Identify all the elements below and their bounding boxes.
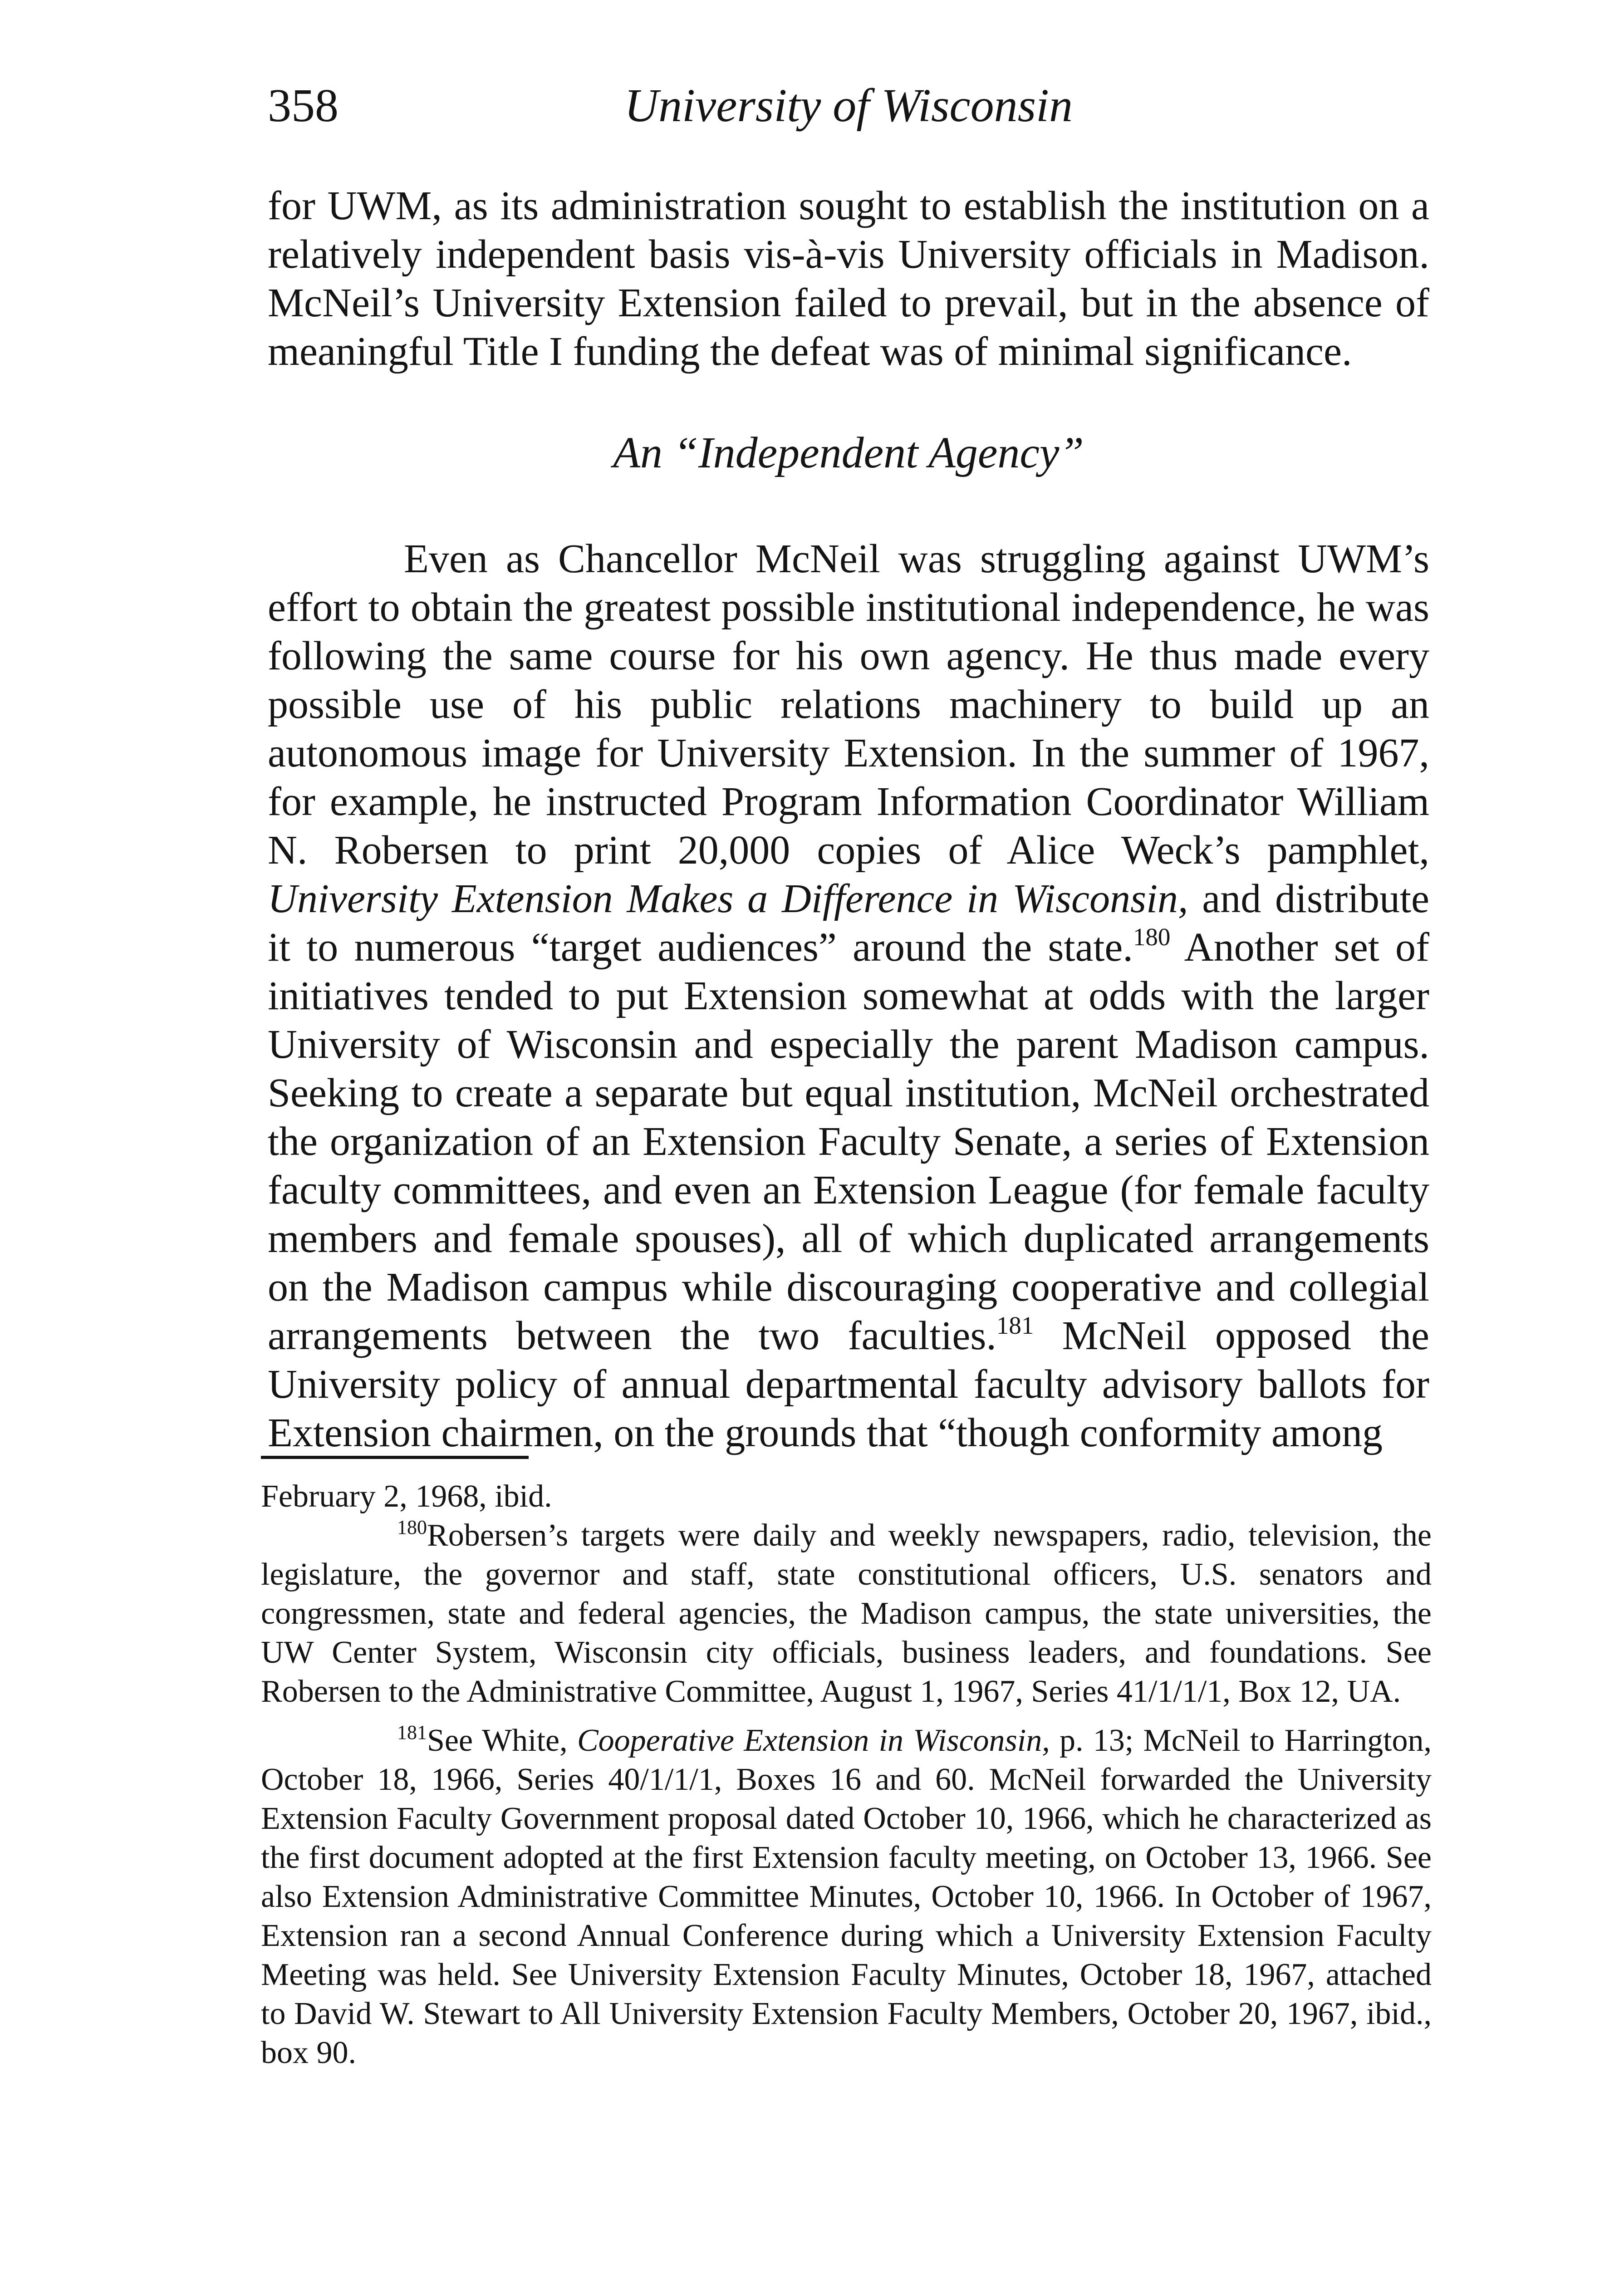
footnote-continued: February 2, 1968, ibid. — [261, 1479, 552, 1514]
footnote-reference: 181 — [996, 1311, 1034, 1339]
cited-title: Cooperative Extension in Wisconsin, — [577, 1723, 1050, 1758]
footnotes — [261, 1477, 1432, 2073]
paragraph-continued: for UWM, as its administration sought to establish the institution on a relatively independent basis vis-à-vis University officials in Madison. McNeil’s University Extension failed to prevail, but in the absence of meaningful Title I funding the defeat was of minimal significance. — [268, 183, 1429, 374]
paragraph-independent-agency — [268, 535, 1429, 1457]
footnote-180 — [261, 1516, 1432, 1711]
main-text — [268, 182, 1429, 1457]
footnote-181 — [261, 1721, 1432, 2073]
footnote-text: See White, — [427, 1723, 568, 1758]
paragraph-text: Another set of initiatives tended to put Extension somewhat at odds with the larger University of Wisconsin and especially the parent Madison campus. Seeking to create a separate but equal institution, McNeil orchestrated the organization of an Extension Faculty Senate, a series of Extension faculty committees, and even an Extension League (for female faculty members and female spouses), all of which duplicated arrangements on the Madison campus while discouraging cooperative and collegial arrangements between the two faculties. — [268, 925, 1429, 1358]
footnote-mark: 180 — [397, 1516, 427, 1538]
section-heading: An “Independent Agency” — [613, 428, 1084, 477]
paragraph-text: McNeil opposed the University policy of annual departmental faculty advisory ballots for Extension chairmen, on the grounds that “though conformity among — [268, 1313, 1429, 1455]
page-number: 358 — [268, 79, 339, 132]
paragraph-text: Even as Chancellor McNeil was struggling against UWM’s effort to obtain the greatest possible institutional independence, he was following the same course for his own agency. He thus made every possible use of his public relations machinery to build up an autonomous image for University Extension. In the summer of 1967, for example, he instructed Program Information Coordinator William N. Robersen to print 20,000 copies of Alice Weck’s pamphlet, — [268, 536, 1429, 873]
pamphlet-title: University Extension Makes a Difference in Wisconsin, — [268, 876, 1188, 921]
page-header — [268, 68, 1429, 136]
footnote-text: p. 13; McNeil to Harrington, October 18, 1966, Series 40/1/1/1, Boxes 16 and 60. McNeil forwarded the University Extension Faculty Government proposal dated October 10, 1966, which he characterized as the first document adopted at the first Extension faculty meeting, on October 13, 1966. See also Extension Administrative Committee Minutes, October 10, 1966. In October of 1967, Extension ran a second Annual Conference during which a University Extension Faculty Meeting was held. See University Extension Faculty Minutes, October 18, 1967, attached to David W. Stewart to All University Extension Faculty Members, October 20, 1967, ibid., box 90. — [261, 1723, 1432, 2070]
footnote-divider — [261, 1456, 529, 1459]
paragraph-text: and distribute it to numerous “target audiences” around the state. — [268, 876, 1430, 970]
footnote-reference: 180 — [1133, 923, 1171, 951]
footnote-text: Robersen’s targets were daily and weekly newspapers, radio, television, the legislature, the governor and staff, state constitutional officers, U.S. senators and congressmen, state and federal agencies, the Madison campus, the state universities, the UW Center System, Wisconsin city officials, business leaders, and foundations. See Robersen to the Administrative Committee, August 1, 1967, Series 41/1/1/1, Box 12, UA. — [261, 1518, 1432, 1709]
running-title: University of Wisconsin — [624, 79, 1073, 132]
footnote-mark: 181 — [397, 1721, 427, 1743]
